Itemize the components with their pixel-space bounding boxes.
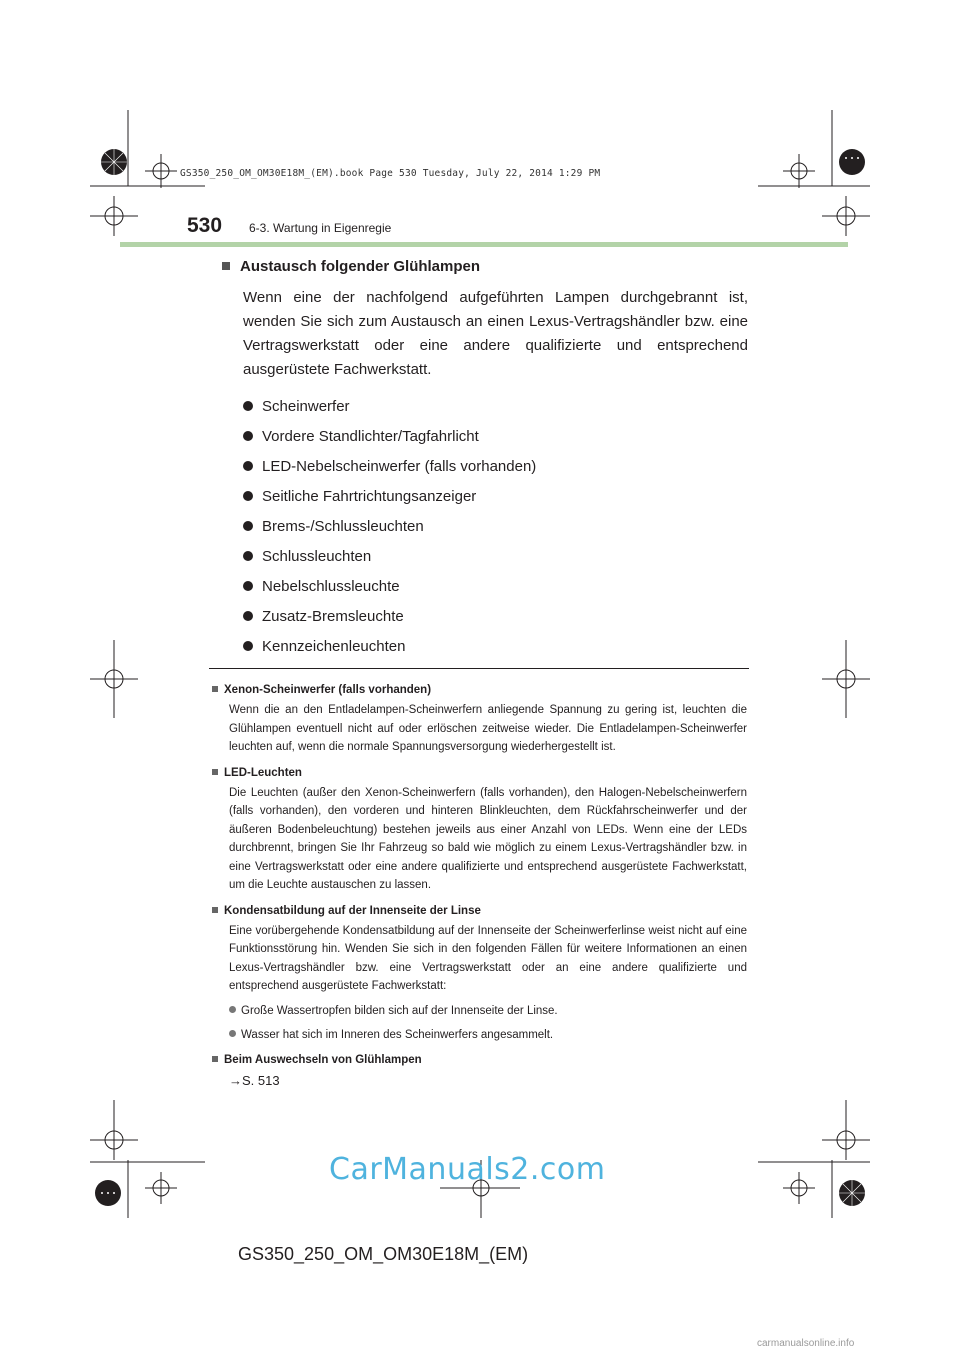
notes-section [212, 681, 747, 1095]
note-text: Wenn die an den Entladelampen-Scheinwerfern anliegende Spannung zu gering ist, leuchten die Glühlampen eventuell nicht auf oder erlöschen zeitweise wieder. Die Entladelampen-Scheinwerfer leuchten auf, wenn die normale Spannungsversorgung wiederhergestellt ist. [229, 704, 747, 753]
note-condensation [212, 902, 747, 1044]
bullet-dot-icon [243, 551, 253, 561]
note-title [212, 902, 747, 920]
list-item-text: LED-Nebelscheinwerfer (falls vorhanden) [262, 458, 537, 475]
note-sub-text: Große Wassertropfen bilden sich auf der Innenseite der Linse. [241, 1004, 558, 1017]
note-title [212, 764, 747, 782]
note-title-text: Kondensatbildung auf der Innenseite der Linse [224, 904, 481, 917]
note-title-text: LED-Leuchten [224, 766, 302, 779]
list-item-text: Brems-/Schlussleuchten [262, 518, 424, 535]
square-bullet-icon [222, 262, 230, 270]
list-item [243, 422, 748, 452]
page-number: 530 [187, 214, 223, 237]
square-bullet-icon [212, 769, 218, 775]
section-divider [209, 668, 749, 669]
header-rule [120, 242, 848, 247]
note-led [212, 764, 747, 895]
note-text: Die Leuchten (außer den Xenon-Scheinwerfern (falls vorhanden), den Halogen-Nebelscheinwerfern (falls vorhanden), den vorderen und hinteren Blinkleuchten, dem Rückfahrscheinwerfer und der äußeren Bodenbeleuchtung) bestehen jeweils aus einer Anzahl von LEDs. Wenn eine der LEDs durchbrennt, bringen Sie Ihr Fahrzeug so bald wie möglich zu einem Lexus-Vertragshändler bzw. in eine Vertragswerkstatt oder eine andere qualifizierte und entsprechend ausgerüstete Fachwerkstatt, um die Leuchte austauschen zu lassen. [229, 786, 747, 891]
lamp-list [243, 392, 748, 662]
list-item [243, 452, 748, 482]
print-header: GS350_250_OM_OM30E18M_(EM).book Page 530 Tuesday, July 22, 2014 1:29 PM [180, 168, 601, 179]
bullet-dot-icon [243, 431, 253, 441]
square-bullet-icon [212, 907, 218, 913]
list-item [243, 482, 748, 512]
footer-code: GS350_250_OM_OM30E18M_(EM) [238, 1244, 529, 1264]
main-body: Wenn eine der nachfolgend aufgeführten Lampen durchgebrannt ist, wenden Sie sich zum Austausch an einen Lexus-Vertragshändler bzw. eine Vertragswerkstatt oder eine andere qualifizierte und entsprechend ausgerüstete Fachwerkstatt. [243, 289, 748, 378]
note-sub-item [229, 1002, 747, 1020]
note-title-text: Beim Auswechseln von Glühlampen [224, 1053, 422, 1066]
bullet-dot-icon [243, 491, 253, 501]
list-item-text: Seitliche Fahrtrichtungsanzeiger [262, 488, 477, 505]
note-bulb-change [212, 1051, 747, 1088]
watermark-logo: CarManuals2.com [329, 1152, 606, 1187]
list-item [243, 632, 748, 662]
list-item-text: Vordere Standlichter/Tagfahrlicht [262, 428, 479, 445]
main-heading-text: Austausch folgender Glühlampen [240, 258, 481, 275]
bullet-dot-icon [243, 401, 253, 411]
note-text: Eine vorübergehende Kondensatbildung auf der Innenseite der Scheinwerferlinse weist nicht auf eine Funktionsstörung hin. Wenden Sie sich in den folgenden Fällen für weitere Informationen an einen Lexus-Vertragshändler bzw. eine Vertragswerkstatt oder an eine andere qualifizierte und entsprechend ausgerüstete Fachwerkstatt: [229, 924, 747, 992]
note-sub-item [229, 1026, 747, 1044]
note-title [212, 1051, 747, 1069]
bullet-dot-icon [243, 641, 253, 651]
list-item-text: Kennzeichenleuchten [262, 638, 406, 655]
list-item-text: Schlussleuchten [262, 548, 372, 565]
bullet-dot-icon [243, 461, 253, 471]
bullet-dot-icon [243, 611, 253, 621]
bullet-dot-icon [243, 521, 253, 531]
note-title [212, 681, 747, 699]
list-item [243, 392, 748, 422]
note-sub-text: Wasser hat sich im Inneren des Scheinwerfers angesammelt. [241, 1028, 554, 1041]
square-bullet-icon [212, 1056, 218, 1062]
square-bullet-icon [212, 686, 218, 692]
list-item-text: Scheinwerfer [262, 398, 350, 415]
note-title-text: Xenon-Scheinwerfer (falls vorhanden) [224, 684, 432, 696]
bullet-dot-icon [243, 581, 253, 591]
list-item [243, 512, 748, 542]
list-item-text: Zusatz-Bremsleuchte [262, 608, 404, 625]
main-heading [222, 256, 748, 278]
site-footer: carmanualsonline.info [757, 1338, 855, 1349]
list-item-text: Nebelschlussleuchte [262, 578, 400, 595]
bullet-dot-icon [229, 1006, 236, 1013]
list-item [243, 602, 748, 632]
page-reference-link[interactable]: →S. 513 [229, 1072, 280, 1088]
note-xenon [212, 681, 747, 757]
main-content [222, 256, 748, 662]
section-title: 6-3. Wartung in Eigenregie [249, 221, 392, 235]
list-item [243, 542, 748, 572]
bullet-dot-icon [229, 1030, 236, 1037]
list-item [243, 572, 748, 602]
